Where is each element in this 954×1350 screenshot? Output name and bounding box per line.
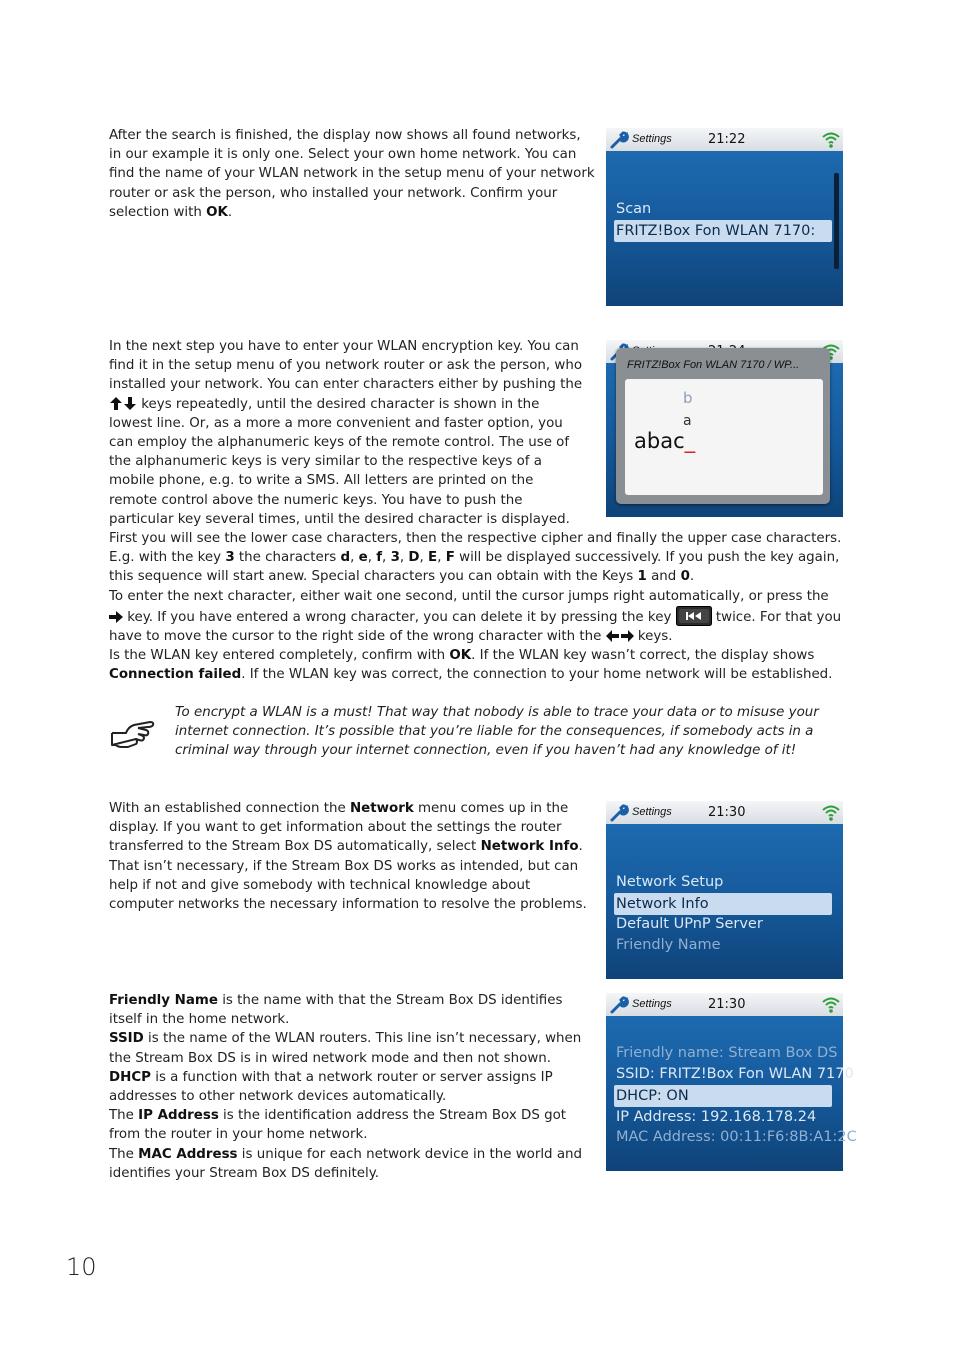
up-down-arrows-icon [109,397,137,410]
char-above: b [683,389,693,407]
left-right-arrows-icon [606,630,634,642]
info-ip-address: IP Address: 192.168.178.24 [616,1109,817,1125]
wifi-icon [821,803,841,822]
settings-label: Settings [632,133,672,145]
info-mac-address: MAC Address: 00:11:F6:8B:A1:2C [616,1129,857,1145]
clock: 21:22 [708,132,746,147]
paragraph-network-info: Friendly Name is the name with that the Stream Box DS identifies itself in the home network. SSID is the name of the WLAN routers. This line isn’t necessary, when the Stream Box DS is in wired network mode and then not shown. DHCP is a function with that a network router or server assigns IP addresses to other network devices automatically. The IP Address is the identification address the Stream Box DS got from the router in your home network. The MAC Address is unique for each network device in the world and identifies your Stream Box DS definitely. [109,993,583,1181]
paragraph-wlan-key: In the next step you have to enter your WLAN encryption key. You can find it in the setup menu of you network router or ask the person, who installed your network. You can enter characters either by pushing the keys repeatedly, until the desired character is shown in the lowest line. Or, as a more a more convenient and faster option, you can employ the alphanumeric keys of the remote control. The use of the alphanumeric keys is very similar to the respective keys of a mobile phone, e.g. to write a SMS. All letters are printed on the remote control above the numeric keys. You have to push the particular key several times, until the desired character is displayed. First you will see the lower case characters, then the respective cipher and finally the upper case characters. E.g. with the key 3 the characters d, e, f, 3, D, E, F will be displayed successively. If you push the key again, this sequence will start anew. Special characters you can obtain with the Keys 1 and 0. To enter the next character, either wait one second, until the cursor jumps right automatically, or press the key. If you have entered a wrong character, you can delete it by pressing the key twice. For that you have to move the cursor to the right side of the wrong character with the keys. Is the WLAN key entered completely, confirm with OK. If the WLAN key wasn’t correct, the display shows Connection failed. If the WLAN key was correct, the connection to your home network will be established. [109,337,845,685]
dialog-body [625,379,823,495]
screen-scan [606,128,843,306]
note-text: To encrypt a WLAN is a must! That way that nobody is able to trace your data or to misuse your internet connection. It’s possible that you’re liable for the consequences, if somebody acts in a criminal way through your internet connection, even if you haven’t had any knowledge of it! [175,705,819,759]
wifi-icon [821,995,841,1014]
screen-topbar [606,801,843,824]
clock: 21:30 [708,805,746,820]
screen-topbar [606,128,843,151]
pointing-hand-icon [108,719,156,755]
scrollbar[interactable] [834,173,839,269]
key-input[interactable] [634,429,695,453]
char-current: a [683,413,692,429]
screen-network-menu [606,801,843,979]
key-entry-text: abac [634,429,685,453]
info-list [606,993,857,1171]
right-arrow-icon [109,611,123,623]
wrench-icon [609,803,629,823]
skip-back-key-icon [676,606,712,626]
menu-item-friendly-name[interactable]: Friendly Name [616,937,721,953]
cursor: _ [684,429,696,453]
screen-key-entry [606,340,843,517]
settings-label: Settings [632,806,672,818]
key-entry-dialog [616,348,830,504]
clock: 21:30 [708,997,746,1012]
dialog-title: FRITZ!Box Fon WLAN 7170 / WP... [627,359,800,371]
wifi-icon [821,130,841,149]
menu-item-scan[interactable]: Scan [616,201,652,217]
menu-item-network-info[interactable]: Network Info [614,893,832,915]
screen-network-info [606,993,857,1171]
ok-key: OK [206,204,228,220]
menu-item-default-upnp-server[interactable]: Default UPnP Server [616,916,763,932]
info-dhcp[interactable]: DHCP: ON [614,1085,832,1107]
page-number: 10 [66,1253,97,1281]
settings-label: Settings [632,998,672,1010]
wrench-icon [609,130,629,150]
paragraph-search-result: After the search is finished, the display now shows all found networks, in our example it is only one. Select your own home network. You can find the name of your WLAN network in the setup menu of your network router or ask the person, who installed your network. Confirm your selection with OK. [109,128,595,220]
menu-item-network-setup[interactable]: Network Setup [616,874,724,890]
info-friendly-name: Friendly name: Stream Box DS [616,1045,838,1061]
paragraph-network-menu: With an established connection the Network menu comes up in the display. If you want to get information about the settings the router transferred to the Stream Box DS automatically, select Network Info. That isn’t necessary, if the Stream Box DS works as intended, but can help if not and give somebody with technical knowledge about computer networks the necessary information to resolve the problems. [109,801,587,913]
info-ssid: SSID: FRITZ!Box Fon WLAN 7170 [616,1066,854,1082]
menu-item-network-fritzbox[interactable]: FRITZ!Box Fon WLAN 7170: [614,220,832,242]
